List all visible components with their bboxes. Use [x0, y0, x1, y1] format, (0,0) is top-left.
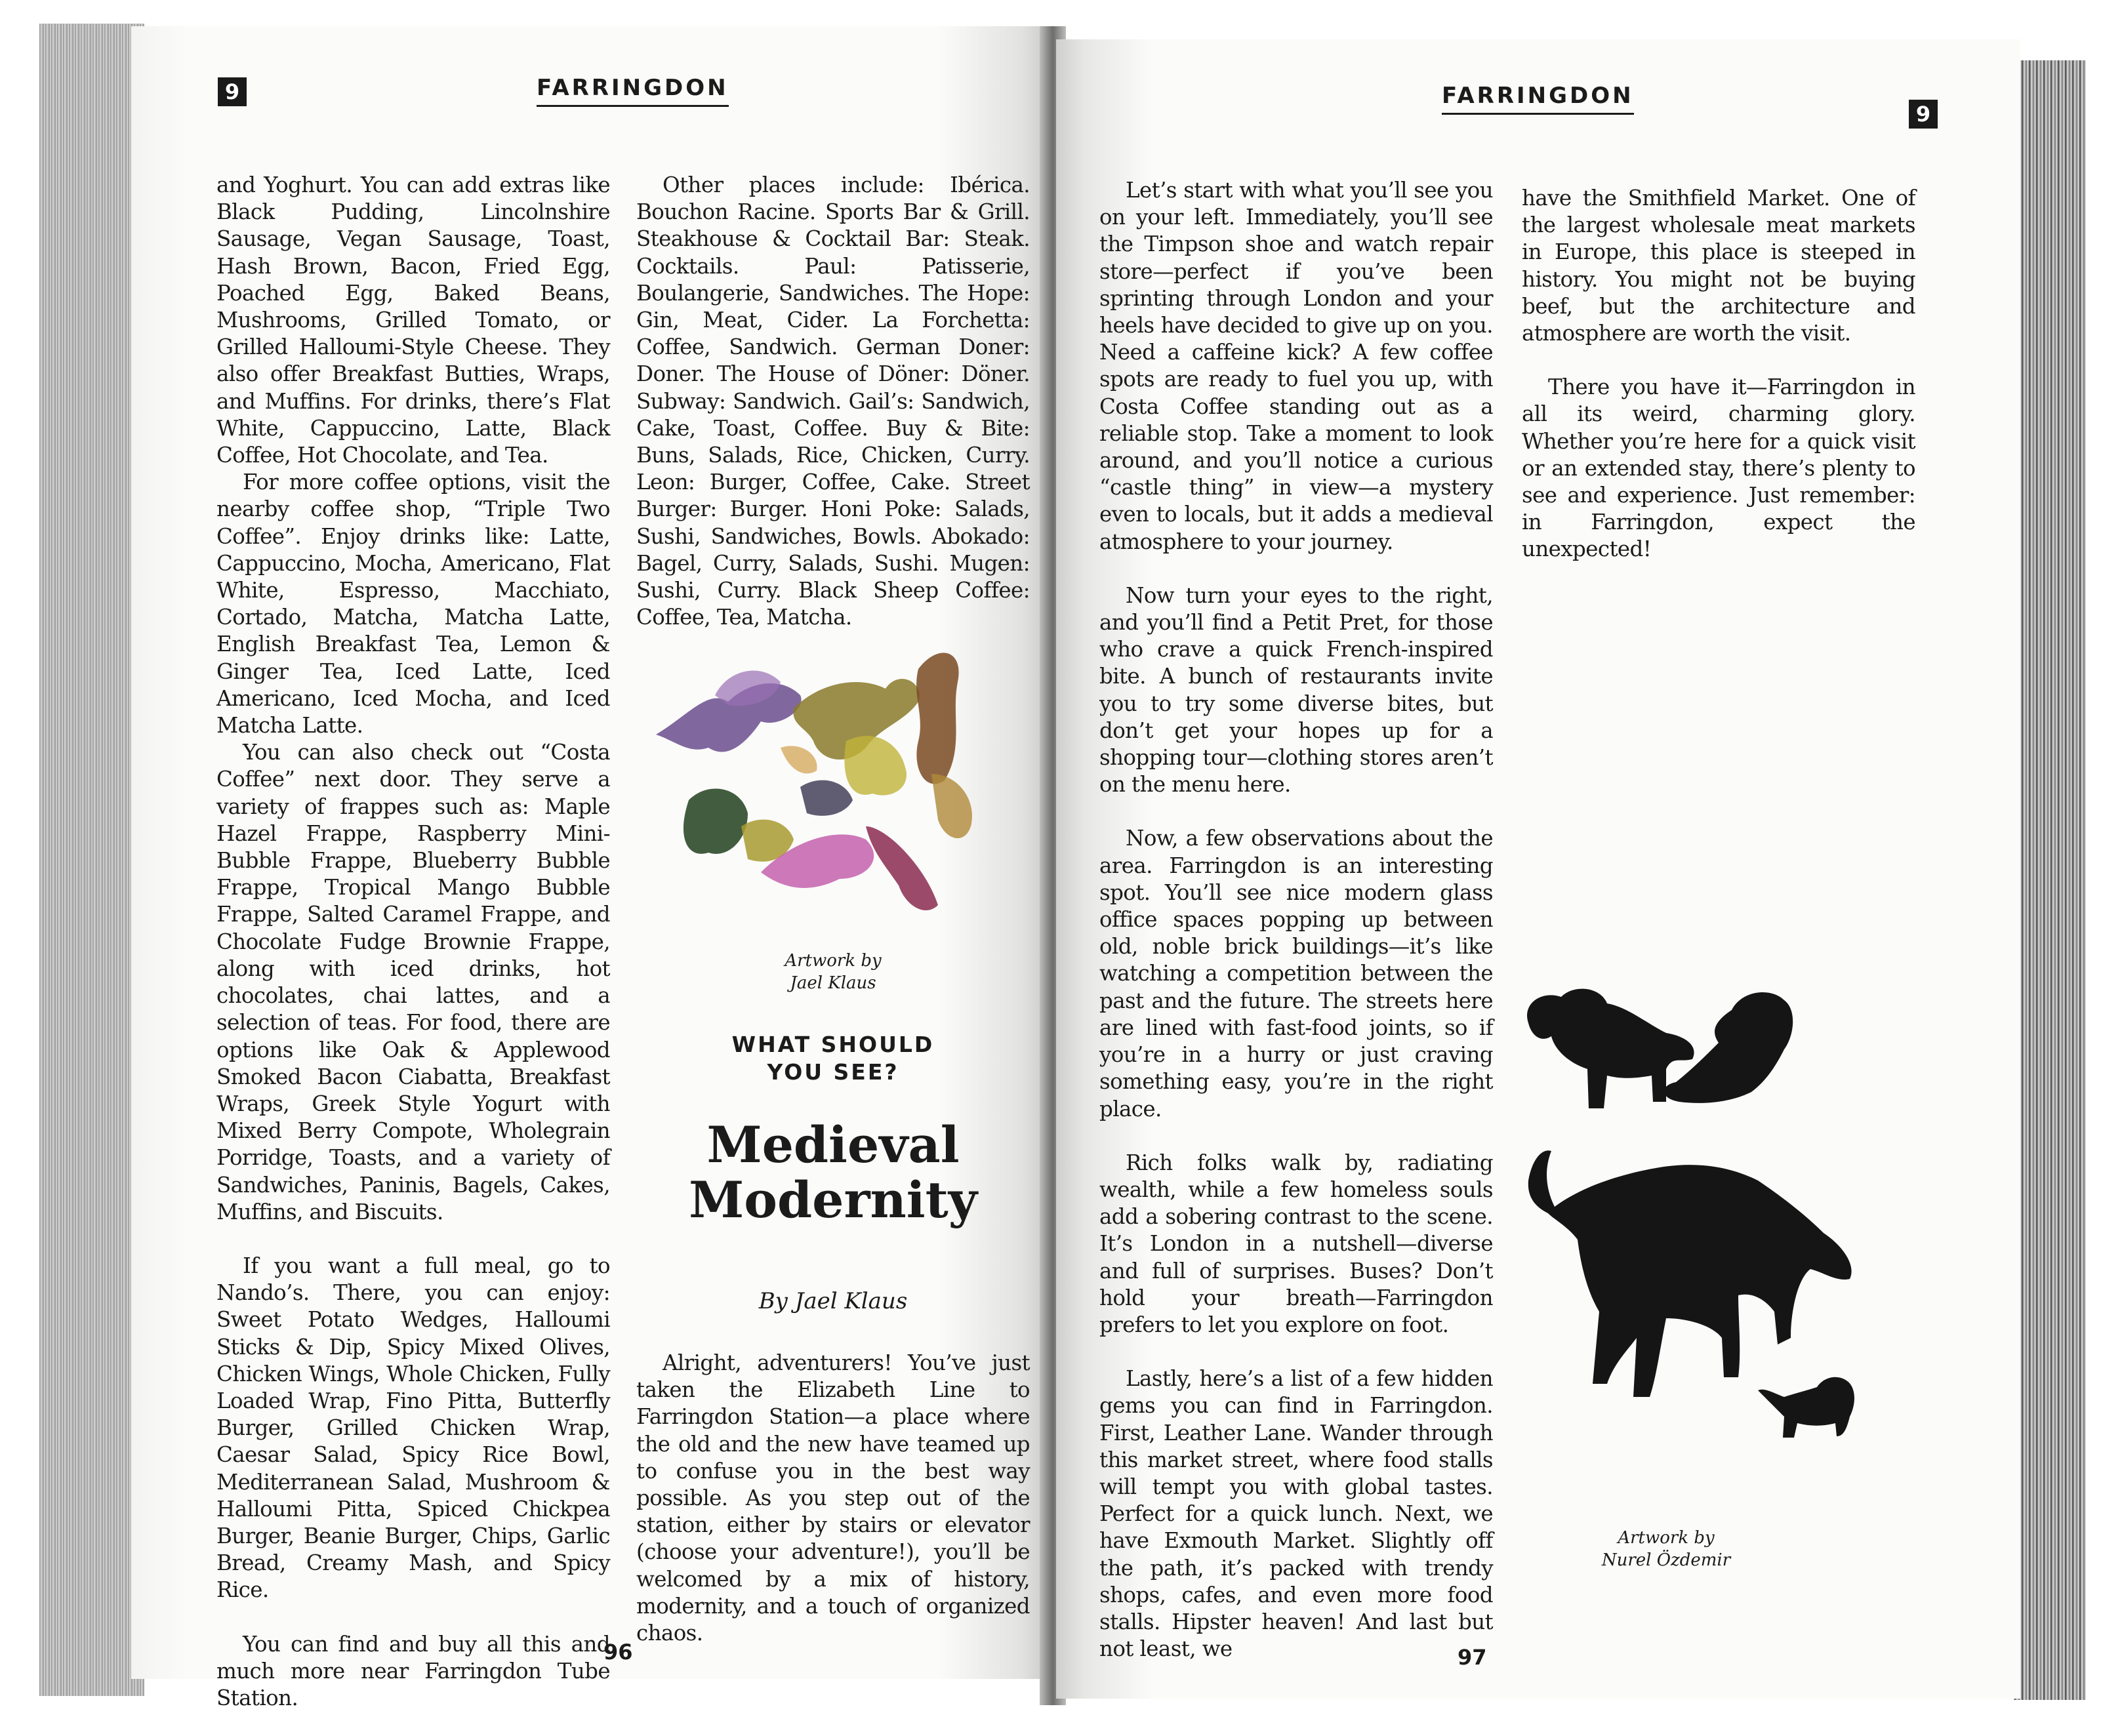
- paragraph: Lastly, here’s a list of a few hidden gems you can find in Farringdon. First, Leather Lane. Wander through this market street, where food stalls will tempt you with global tastes. Perfect for a quick lunch. Next, we have Exmouth Market. Slightly off the path, it’s packed with trendy shops, cafes, and even more food stalls. Hipster heaven! And last but not least, we: [1099, 1366, 1493, 1662]
- article-headline: [636, 1118, 1030, 1228]
- kicker-line: WHAT SHOULD: [731, 1032, 935, 1057]
- paragraph: have the Smithfield Market. One of the largest wholesale meat markets in Europe, this place is steeped in history. You might not be buying beef, but the architecture and atmosphere are worth the visit.: [1522, 186, 1915, 346]
- paragraph: You can find and buy all this and much more near Farringdon Tube Station.: [216, 1631, 610, 1710]
- caption-line: Artwork by: [1618, 1528, 1715, 1548]
- paragraph: There you have it—Farringdon in all its weird, charming glory. Whether you’re here for a quick visit or an extended stay, there’s plenty to see and experience. Just remember: in Farringdon, expect the unexpected!: [1522, 374, 1915, 562]
- paragraph: Now, a few observations about the area. Farringdon is an interesting spot. You’ll see nice modern glass office spaces popping up between old, noble brick buildings—it’s like watching a competition between the past and the future. The streets here are lined with fast-food joints, so if you’re in a hurry or just craving something easy, you’re in the right place.: [1099, 826, 1493, 1121]
- left-page: [131, 26, 1050, 1710]
- left-column-2-bottom: [636, 1350, 1030, 1647]
- chapter-number-badge-right: 9: [1909, 100, 1938, 129]
- left-column-2-top: [636, 172, 1030, 631]
- chapter-number-badge-left: 9: [218, 77, 247, 106]
- paragraph: Now turn your eyes to the right, and you’ll find a Petit Pret, for those who crave a quick French-inspired bite. A bunch of restaurants invite you to try some diverse bites, but don’t get your hopes up for a shopping tour—clothing stores aren’t on the menu here.: [1099, 582, 1493, 797]
- kicker-line: YOU SEE?: [767, 1059, 899, 1085]
- caption-line: Jael Klaus: [790, 973, 876, 993]
- right-page: [1056, 39, 2020, 1699]
- running-head-left: FARRINGDON: [537, 75, 729, 107]
- headline-line: Modernity: [689, 1171, 977, 1229]
- caption-line: Nurel Özdemir: [1601, 1550, 1731, 1570]
- byline: By Jael Klaus: [758, 1288, 908, 1314]
- paragraph: and Yoghurt. You can add extras like Black Pudding, Lincolnshire Sausage, Vegan Sausage, Toast, Hash Brown, Bacon, Fried Egg, Poached Egg, Baked Beans, Mushrooms, Grilled Tomato, or Grilled Halloumi-Style Cheese. They also offer Breakfast Butties, Wraps, and Muffins. For drinks, there’s Flat White, Cappuccino, Latte, Black Coffee, Hot Chocolate, and Tea.: [216, 172, 610, 468]
- headline-line: Medieval: [706, 1116, 960, 1174]
- page-block-edge-left: [39, 24, 144, 1696]
- artwork-caption-left: [767, 950, 899, 994]
- right-column-1: [1099, 177, 1493, 1663]
- paragraph: For more coffee options, visit the nearby coffee shop, “Triple Two Coffee”. Enjoy drinks like: Latte, Cappuccino, Mocha, Americano, Flat White, Espresso, Macchiato, Cortado, Matcha, Matcha Latte, English Breakfast Tea, Lemon & Ginger Tea, Iced Latte, Iced Americano, Iced Mocha, and Iced Matcha Latte.: [216, 470, 610, 738]
- section-kicker: [702, 1031, 964, 1086]
- left-column-1: [216, 172, 610, 1712]
- page-block-edge-right: [2014, 60, 2086, 1700]
- paragraph: If you want a full meal, go to Nando’s. There, you can enjoy: Sweet Potato Wedges, Halloumi Sticks & Dip, Spicy Mixed Olives, Chicken Wings, Whole Chicken, Fully Loaded Wrap, Fino Pitta, Butterfly Burger, Grilled Chicken Wrap, Caesar Salad, Spicy Rice Bowl, Mediterranean Salad, Mushroom & Halloumi Pitta, Spiced Chickpea Burger, Beanie Burger, Chips, Garlic Bread, Creamy Mash, and Spicy Rice.: [216, 1253, 610, 1603]
- right-column-2: [1522, 185, 1915, 563]
- dog-silhouettes-artwork: [1515, 971, 1883, 1548]
- paragraph: Rich folks walk by, radiating wealth, while a few homeless souls add a sobering contrast to the scene. It’s London in a nutshell—diverse and full of surprises. Buses? Don’t hold your breath—Farringdon prefers to let you explore on foot.: [1099, 1150, 1493, 1337]
- paragraph: Let’s start with what you’ll see you on your left. Immediately, you’ll see the Timpson shoe and watch repair store—perfect if you’ve been sprinting through London and your heels have decided to give up on you. Need a caffeine kick? A few coffee spots are ready to fuel you up, with Costa Coffee standing out as a reliable stop. Take a moment to look around, and you’ll notice a curious “castle thing” in view—a mystery even to locals, but it adds a medieval atmosphere to your journey.: [1099, 178, 1493, 554]
- running-head-right: FARRINGDON: [1442, 83, 1634, 115]
- paragraph: You can also check out “Costa Coffee” next door. They serve a variety of frappes such as: Maple Hazel Frappe, Raspberry Mini-Bubble Frappe, Blueberry Bubble Frappe, Tropical Mango Bubble Frappe, Salted Caramel Frappe, and Chocolate Fudge Brownie Frappe, along with iced drinks, hot chocolates, chai lattes, and a selection of teas. For food, there are options like Oak & Applewood Smoked Bacon Ciabatta, Breakfast Wraps, Greek Style Yogurt with Mixed Berry Compote, Wholegrain Porridge, Toasts, and a variety of Sandwiches, Paninis, Bagels, Cakes, Muffins, and Biscuits.: [216, 740, 610, 1224]
- page-number-left: 96: [603, 1640, 633, 1665]
- artwork-caption-right: [1581, 1527, 1751, 1571]
- paragraph: Other places include: Ibérica. Bouchon Racine. Sports Bar & Grill. Steakhouse & Cocktail Bar: Steak. Cocktails. Paul: Patisserie, Boulangerie, Sandwiches. The Hope: Gin, Meat, Cider. La Forchetta: Coffee, Sandwich. German Doner: Doner. The House of Döner: Döner. Subway: Sandwich. Gail’s: Sandwich, Cake, Toast, Coffee. Buy & Bite: Buns, Salads, Rice, Chicken, Curry. Leon: Burger, Coffee, Cake. Street Burger: Burger. Honi Poke: Salads, Sushi, Sandwiches, Bowls. Abokado: Bagel, Curry, Salads, Sushi. Mugen: Sushi, Curry. Black Sheep Coffee: Coffee, Tea, Matcha.: [636, 172, 1030, 630]
- caption-line: Artwork by: [785, 951, 882, 971]
- page-number-right: 97: [1458, 1645, 1487, 1670]
- paragraph: Alright, adventurers! You’ve just taken the Elizabeth Line to Farringdon Station—a place where the old and the new have teamed up to confuse you in the best way possible. As you step out of the station, either by stairs or elevator (choose your adventure!), you’ll be welcomed by a mix of history, modernity, and a touch of organized chaos.: [636, 1350, 1030, 1646]
- watercolor-artwork: [649, 630, 1017, 938]
